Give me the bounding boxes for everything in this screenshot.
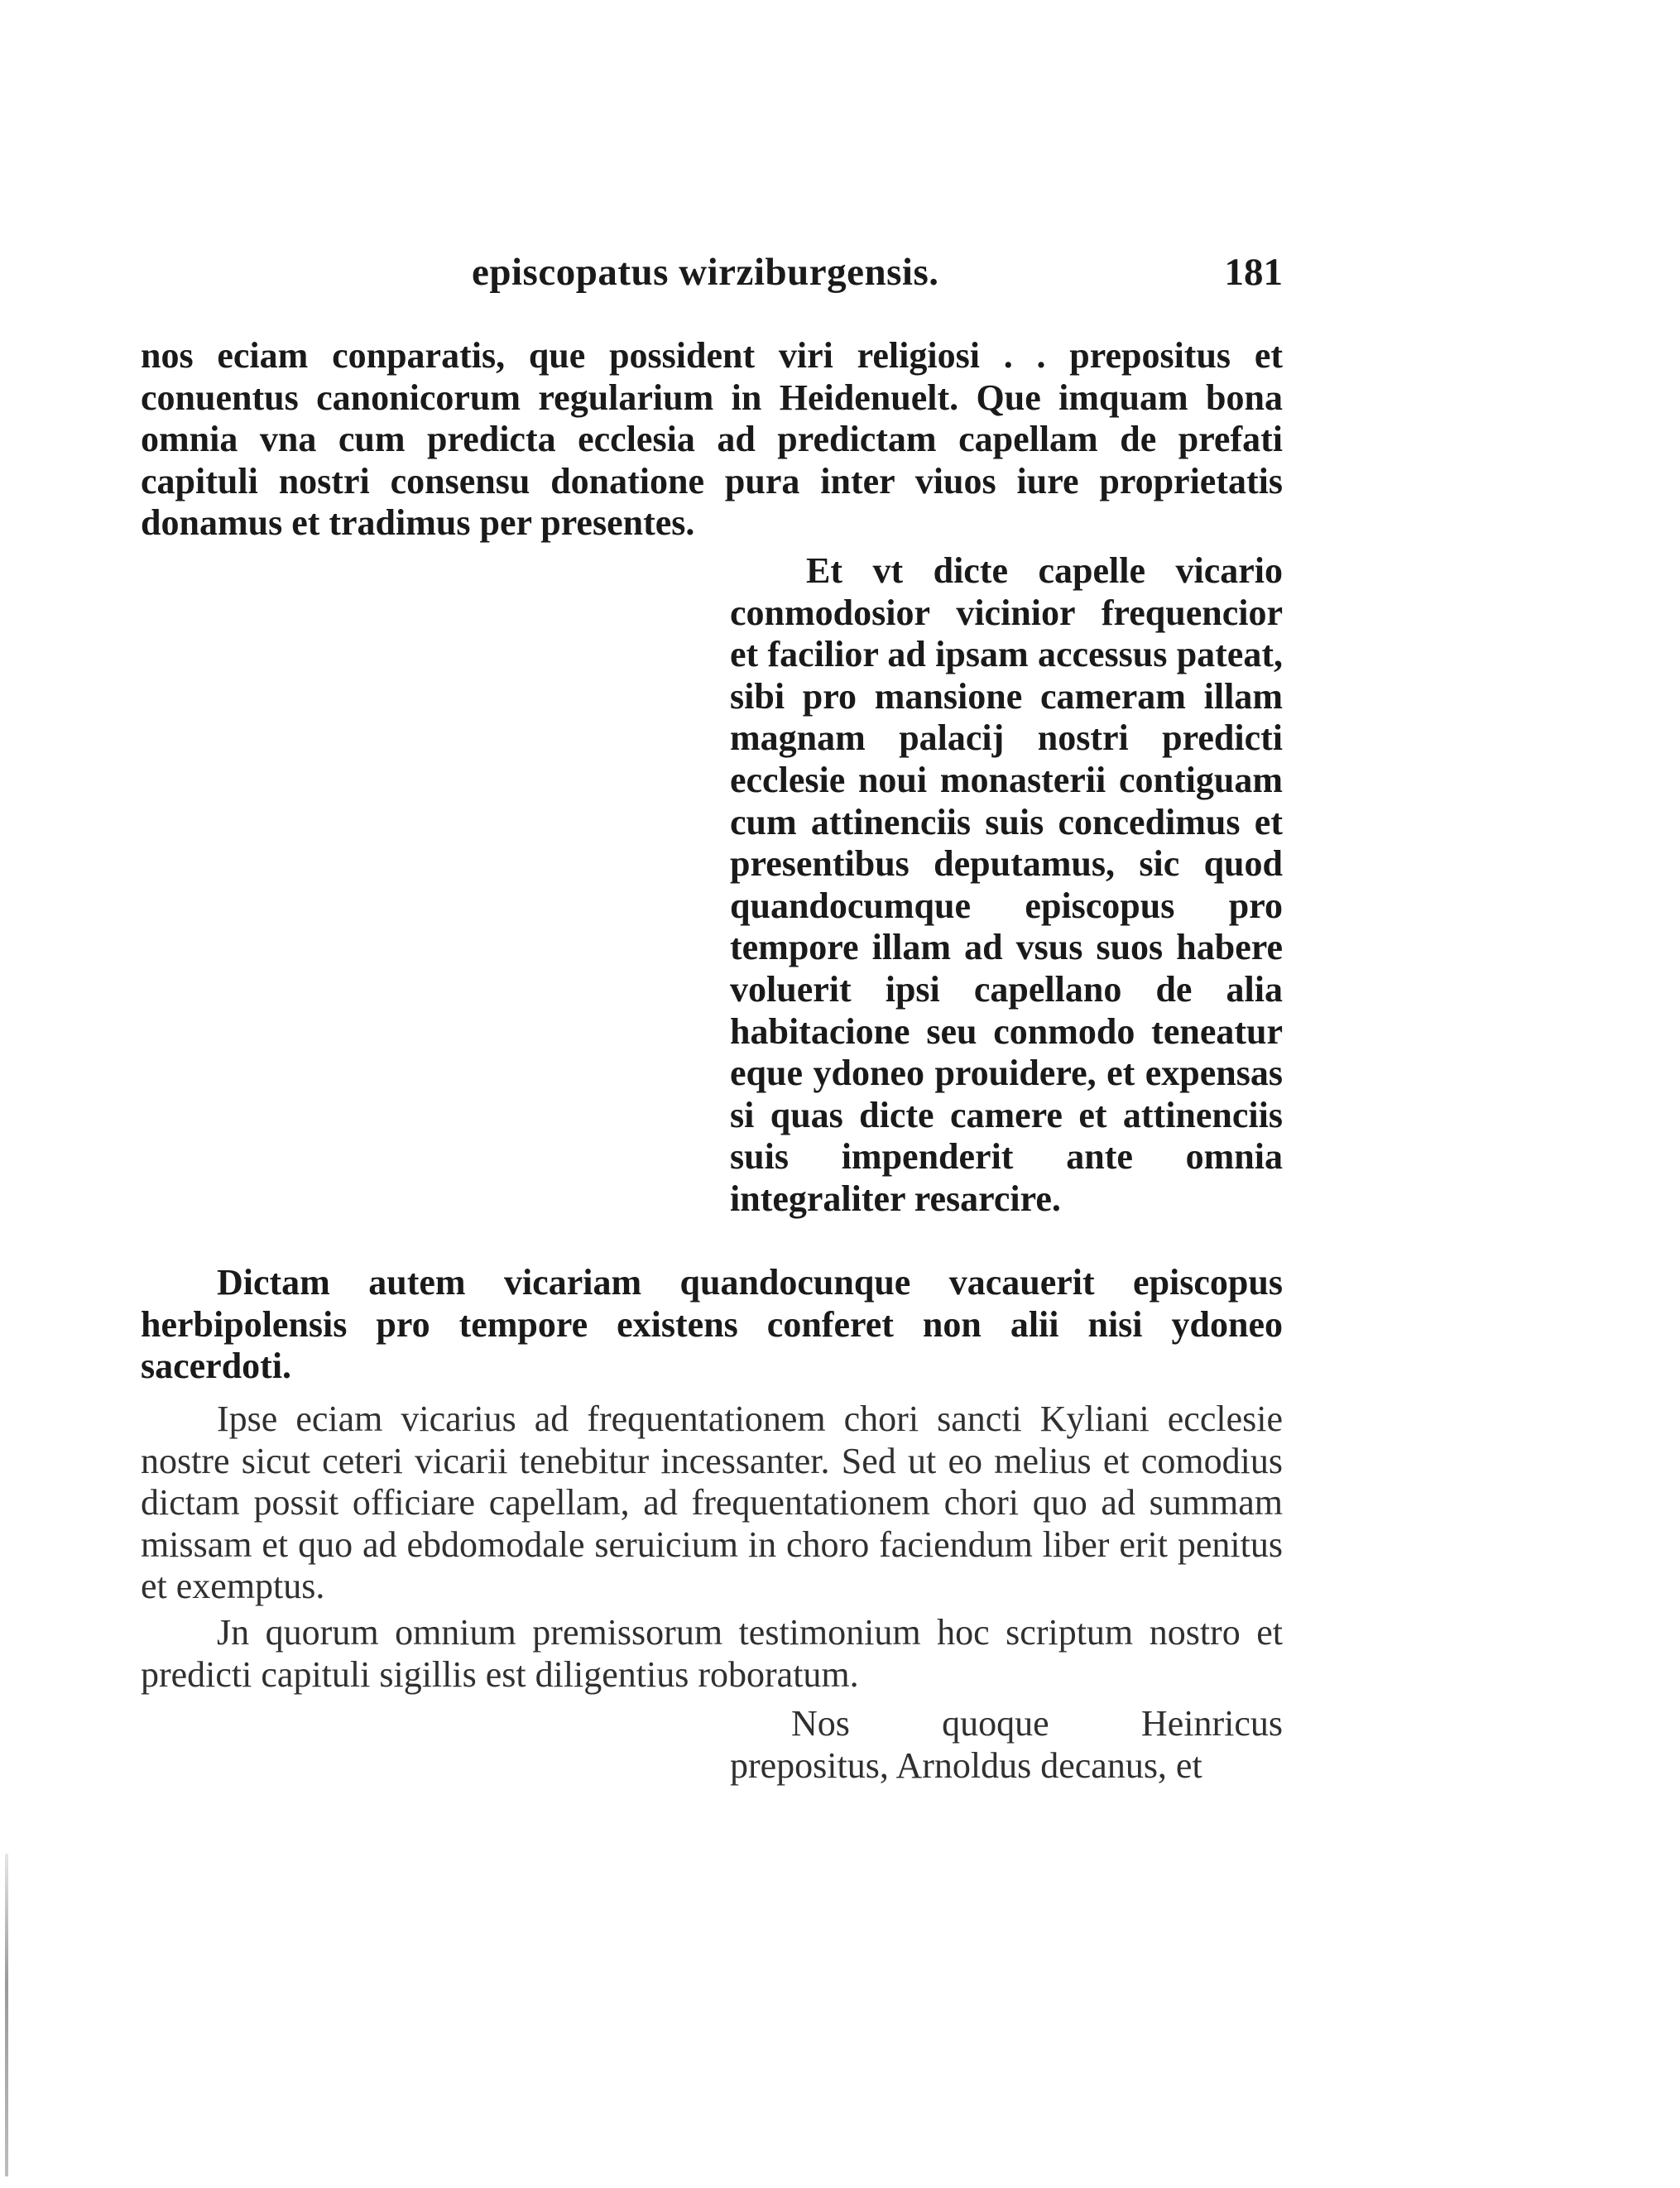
running-title: episcopatus wirziburgensis. [472,251,939,294]
paragraph-camera-grant: Et vt dicte capelle vicario conmodosior vicinior frequencior et facilior ad ipsam accessus pateat, sibi pro mansione cameram illam magnam palacij nostri predicti ecclesie noui monasterii contiguam cum attinenciis suis concedimus et presentibus deputamus, sic quod quandocumque episcopus pro tempore illam ad vsus suos habere voluerit ipsi capellano de alia habitacione seu conmodo teneatur eque ydoneo prouidere, et expensas si quas dicte camere et attinenciis suis impenderit ante omnia integraliter resarcire. [730,550,1283,1219]
paragraph-vicarius-chori: Ipse eciam vicarius ad frequentationem chori sancti Kyliani ecclesie nostre sicut ceteri vicarii tenebitur incessanter. Sed ut eo melius et comodius dictam possit officiare capellam, ad frequentationem chori quo ad summam missam et quo ad ebdomodale seruicium in choro faciendum liber erit penitus et exemptus. [141,1399,1283,1607]
paragraph-vicariam: Dictam autem vicariam quandocunque vacauerit episcopus herbipolensis pro tempore existens conferet non alii nisi ydoneo sacerdoti. [141,1262,1283,1387]
page-header [139,250,1283,309]
scan-edge-shadow [5,1854,8,2176]
paragraph-donation: nos eciam conparatis, que possident viri religiosi . . prepositus et conuentus canonicorum regularium in Heidenuelt. Que imquam bona omnia vna cum predicta ecclesia ad predictam capellam de prefati capituli nostri consensu donatione pura inter viuos iure proprietatis donamus et tradimus per presentes. [141,335,1283,544]
paragraph-testimonium: Jn quorum omnium premissorum testimonium hoc scriptum nostro et predicti capituli sigillis est diligentius roboratum. [141,1612,1283,1695]
page-number: 181 [1224,251,1283,294]
paragraph-witnesses: Nos quoque Heinricus prepositus, Arnoldus decanus, et [730,1703,1283,1786]
